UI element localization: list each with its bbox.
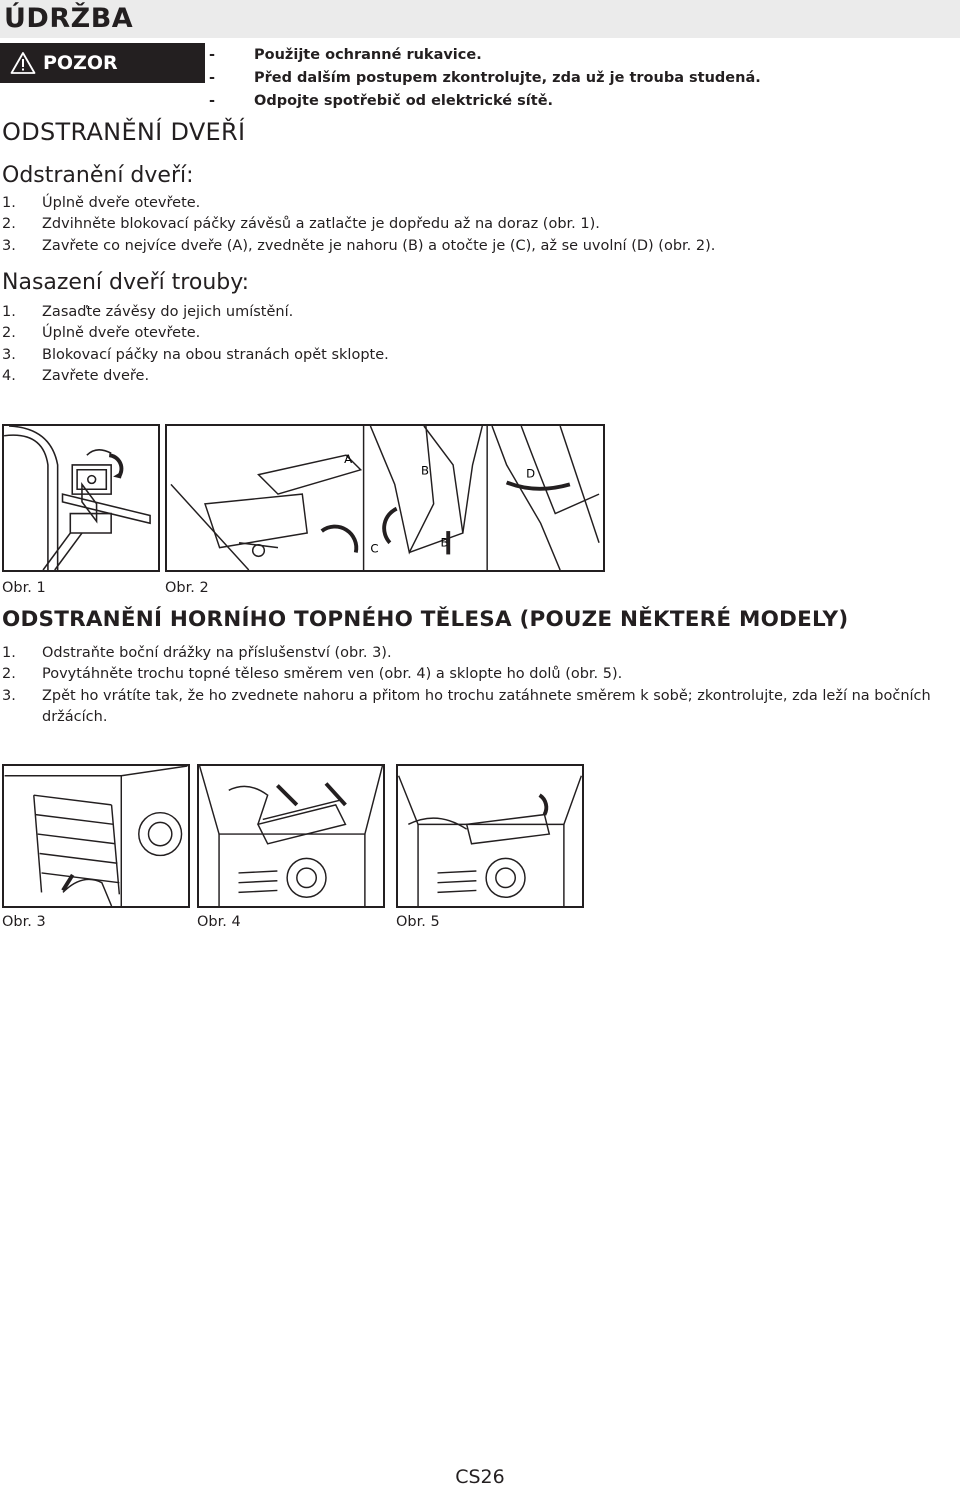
section-door-title: ODSTRANĚNÍ DVEŘÍ — [2, 118, 246, 146]
header-bar — [0, 0, 960, 38]
caption-obr-2: Obr. 2 — [165, 580, 209, 596]
list-item: 2. Úplně dveře otevřete. — [2, 325, 201, 342]
caption-obr-3: Obr. 3 — [2, 914, 46, 930]
list-item: 2. Zdvihněte blokovací páčky závěsů a zatlačte je dopředu až na doraz (obr. 1). — [2, 216, 600, 233]
label-a: A — [344, 451, 353, 466]
list-item: 2. Povytáhněte trochu topné těleso směrem ven (obr. 4) a sklopte ho dolů (obr. 5). — [2, 666, 623, 683]
page-number: CS26 — [455, 1466, 505, 1488]
figure-4-pull-heater — [197, 764, 385, 908]
list-item: 4. Zavřete dveře. — [2, 367, 150, 384]
list-item: 1. Zasaďte závěsy do jejich umístění. — [2, 304, 294, 320]
warning-list — [209, 44, 761, 113]
warning-item: - Použijte ochranné rukavice. — [209, 47, 482, 63]
label-d: D — [526, 466, 536, 481]
hinge-lever-illustration — [4, 426, 158, 570]
label-b-top: B — [421, 463, 430, 478]
removal-title: Odstranění dveří: — [2, 163, 194, 188]
warning-item: - Odpojte spotřebič od elektrické sítě. — [209, 93, 554, 109]
list-item: 1. Odstraňte boční drážky na příslušenství (obr. 3). — [2, 645, 392, 661]
label-b-bottom: B — [440, 535, 449, 550]
warning-box — [0, 43, 205, 83]
section-heater-title: ODSTRANĚNÍ HORNÍHO TOPNÉHO TĚLESA (POUZE NĚKTERÉ MODELY) — [2, 607, 849, 632]
list-item: 3. Blokovací páčky na obou stranách opět sklopte. — [2, 346, 389, 363]
figure-2-door-removal — [165, 424, 605, 572]
page-title: ÚDRŽBA — [4, 3, 134, 34]
warning-triangle-icon — [10, 51, 36, 75]
figure-3-side-racks — [2, 764, 190, 908]
side-racks-illustration — [4, 766, 188, 906]
warning-label: POZOR — [43, 52, 118, 74]
figure-1-hinge — [2, 424, 160, 572]
removal-steps — [2, 193, 952, 257]
caption-obr-5: Obr. 5 — [396, 914, 440, 930]
lower-heater-illustration — [398, 766, 582, 906]
door-removal-illustration — [167, 426, 603, 570]
refit-title: Nasazení dveří trouby: — [2, 270, 250, 295]
warning-item: - Před dalším postupem zkontrolujte, zda už je trouba studená. — [209, 70, 761, 86]
list-item: 1. Úplně dveře otevřete. — [2, 195, 201, 211]
figure-5-lower-heater — [396, 764, 584, 908]
label-c: C — [370, 541, 379, 556]
heater-steps — [2, 643, 952, 728]
pull-heater-illustration — [199, 766, 383, 906]
caption-obr-4: Obr. 4 — [197, 914, 241, 930]
caption-obr-1: Obr. 1 — [2, 580, 46, 596]
refit-steps — [2, 302, 952, 387]
list-item: 3. Zavřete co nejvíce dveře (A), zvedněte je nahoru (B) a otočte je (C), až se uvolní (D) (obr. 2). — [2, 237, 716, 254]
list-item: 3. Zpět ho vrátíte tak, že ho zvednete nahoru a přitom ho trochu zatáhnete směrem k sobě; zkontrolujte, zda leží na bočních držácích. — [2, 687, 931, 725]
